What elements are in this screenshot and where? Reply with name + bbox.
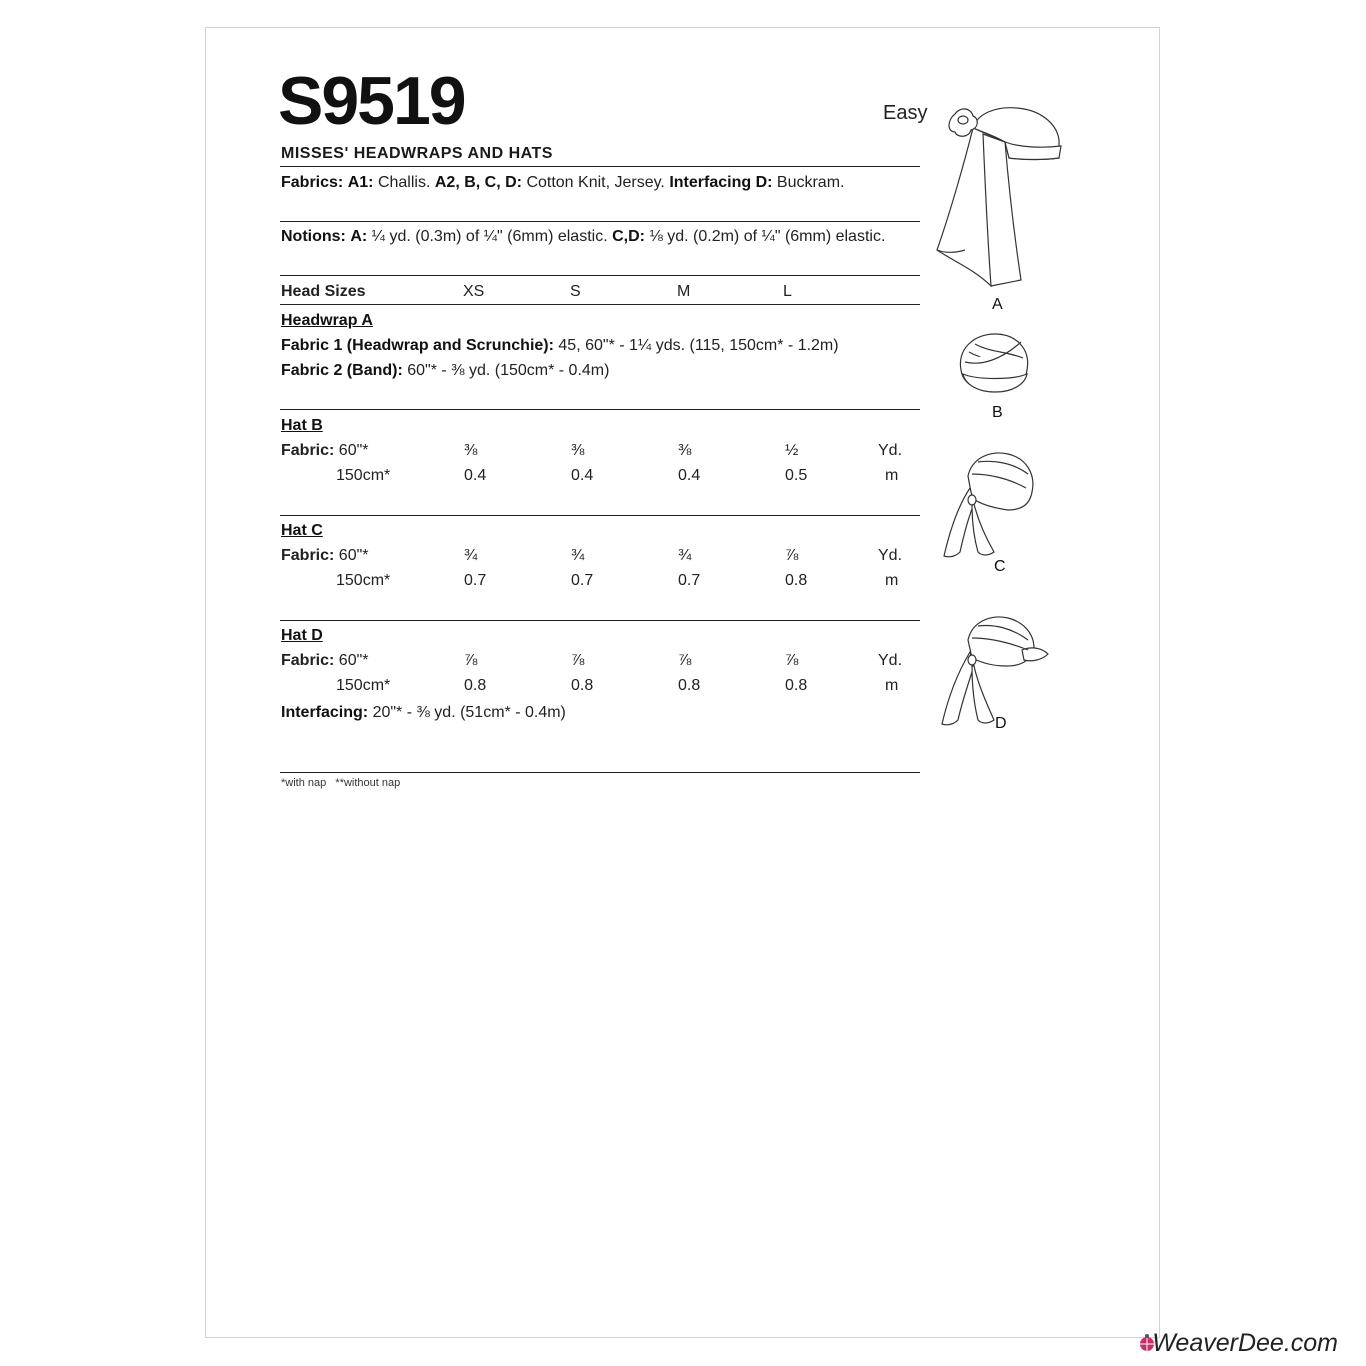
- headwrap-a-illustration: [925, 100, 1055, 300]
- pattern-number: S9519: [278, 63, 465, 139]
- divider: [280, 409, 920, 410]
- hat-d-m-m: 0.8: [678, 677, 701, 694]
- hat-b-yd-xs: ⅜: [464, 442, 478, 459]
- hat-c-m-xs: 0.7: [464, 572, 487, 589]
- hat-b-metric-width: 150cm*: [336, 467, 391, 484]
- hat-c-yd-s: ¾: [571, 547, 585, 564]
- divider: [280, 166, 920, 167]
- size-s: S: [570, 283, 581, 300]
- hat-c-unit-m: m: [885, 572, 899, 589]
- divider: [280, 772, 920, 773]
- headwrap-a-fabric2: Fabric 2 (Band): 60"* - ⅜ yd. (150cm* - 0.4m): [281, 362, 610, 379]
- divider: [280, 275, 920, 276]
- figure-label-c: C: [994, 558, 1006, 575]
- hat-c-metric-width: 150cm*: [336, 572, 391, 589]
- hat-b-illustration: [955, 330, 1035, 400]
- hat-d-metric-width: 150cm*: [336, 677, 391, 694]
- figure-label-a: A: [992, 296, 1003, 313]
- divider: [280, 515, 920, 516]
- hat-c-yd-l: ⅞: [785, 547, 799, 564]
- headwrap-a-fabric1: Fabric 1 (Headwrap and Scrunchie): 45, 60"* - 1¼ yds. (115, 150cm* - 1.2m): [281, 337, 839, 354]
- hat-b-m-xs: 0.4: [464, 467, 487, 484]
- hat-d-yd-s: ⅞: [571, 652, 585, 669]
- hat-b-yd-m: ⅜: [678, 442, 692, 459]
- hat-d-yd-xs: ⅞: [464, 652, 478, 669]
- hat-b-fabric-row: Fabric: 60"*: [281, 442, 369, 459]
- divider: [280, 221, 920, 222]
- pattern-title: MISSES' HEADWRAPS AND HATS: [281, 145, 553, 162]
- hat-c-yd-m: ¾: [678, 547, 692, 564]
- footnote: *with nap **without nap: [281, 777, 401, 789]
- hat-d-yd-l: ⅞: [785, 652, 799, 669]
- hat-b-m-l: 0.5: [785, 467, 808, 484]
- hat-d-m-l: 0.8: [785, 677, 808, 694]
- hat-c-m-l: 0.8: [785, 572, 808, 589]
- watermark: WeaverDee.com: [1152, 1329, 1338, 1357]
- difficulty-label: Easy: [883, 102, 928, 124]
- headwrap-a-heading: Headwrap A: [281, 312, 373, 329]
- size-m: M: [677, 283, 691, 300]
- hat-d-unit-yd: Yd.: [878, 652, 903, 669]
- hat-d-m-xs: 0.8: [464, 677, 487, 694]
- hat-b-m-s: 0.4: [571, 467, 594, 484]
- hat-b-unit-m: m: [885, 467, 899, 484]
- hat-d-heading: Hat D: [281, 627, 323, 644]
- hat-c-unit-yd: Yd.: [878, 547, 903, 564]
- fabrics-line: Fabrics: A1: Challis. A2, B, C, D: Cotton Knit, Jersey. Interfacing D: Buckram.: [281, 174, 845, 191]
- size-l: L: [783, 283, 792, 300]
- head-sizes-label: Head Sizes: [281, 283, 366, 300]
- hat-c-fabric-row: Fabric: 60"*: [281, 547, 369, 564]
- hat-d-yd-m: ⅞: [678, 652, 692, 669]
- hat-c-m-s: 0.7: [571, 572, 594, 589]
- hat-d-illustration: [938, 610, 1053, 730]
- hat-c-heading: Hat C: [281, 522, 323, 539]
- hat-b-m-m: 0.4: [678, 467, 701, 484]
- hat-c-m-m: 0.7: [678, 572, 701, 589]
- divider: [280, 620, 920, 621]
- hat-c-yd-xs: ¾: [464, 547, 478, 564]
- hat-d-interfacing: Interfacing: 20"* - ⅜ yd. (51cm* - 0.4m): [281, 704, 566, 721]
- hat-c-illustration: [938, 448, 1038, 563]
- figure-label-d: D: [995, 715, 1007, 732]
- size-xs: XS: [463, 283, 485, 300]
- hat-b-yd-s: ⅜: [571, 442, 585, 459]
- figure-label-b: B: [992, 404, 1003, 421]
- hat-b-yd-l: ½: [785, 442, 799, 459]
- notions-line: Notions: A: ¼ yd. (0.3m) of ¼" (6mm) elastic. C,D: ⅛ yd. (0.2m) of ¼" (6mm) elastic.: [281, 228, 886, 245]
- divider: [280, 304, 920, 305]
- hat-d-fabric-row: Fabric: 60"*: [281, 652, 369, 669]
- hat-d-m-s: 0.8: [571, 677, 594, 694]
- hat-b-heading: Hat B: [281, 417, 323, 434]
- hat-b-unit-yd: Yd.: [878, 442, 903, 459]
- hat-d-unit-m: m: [885, 677, 899, 694]
